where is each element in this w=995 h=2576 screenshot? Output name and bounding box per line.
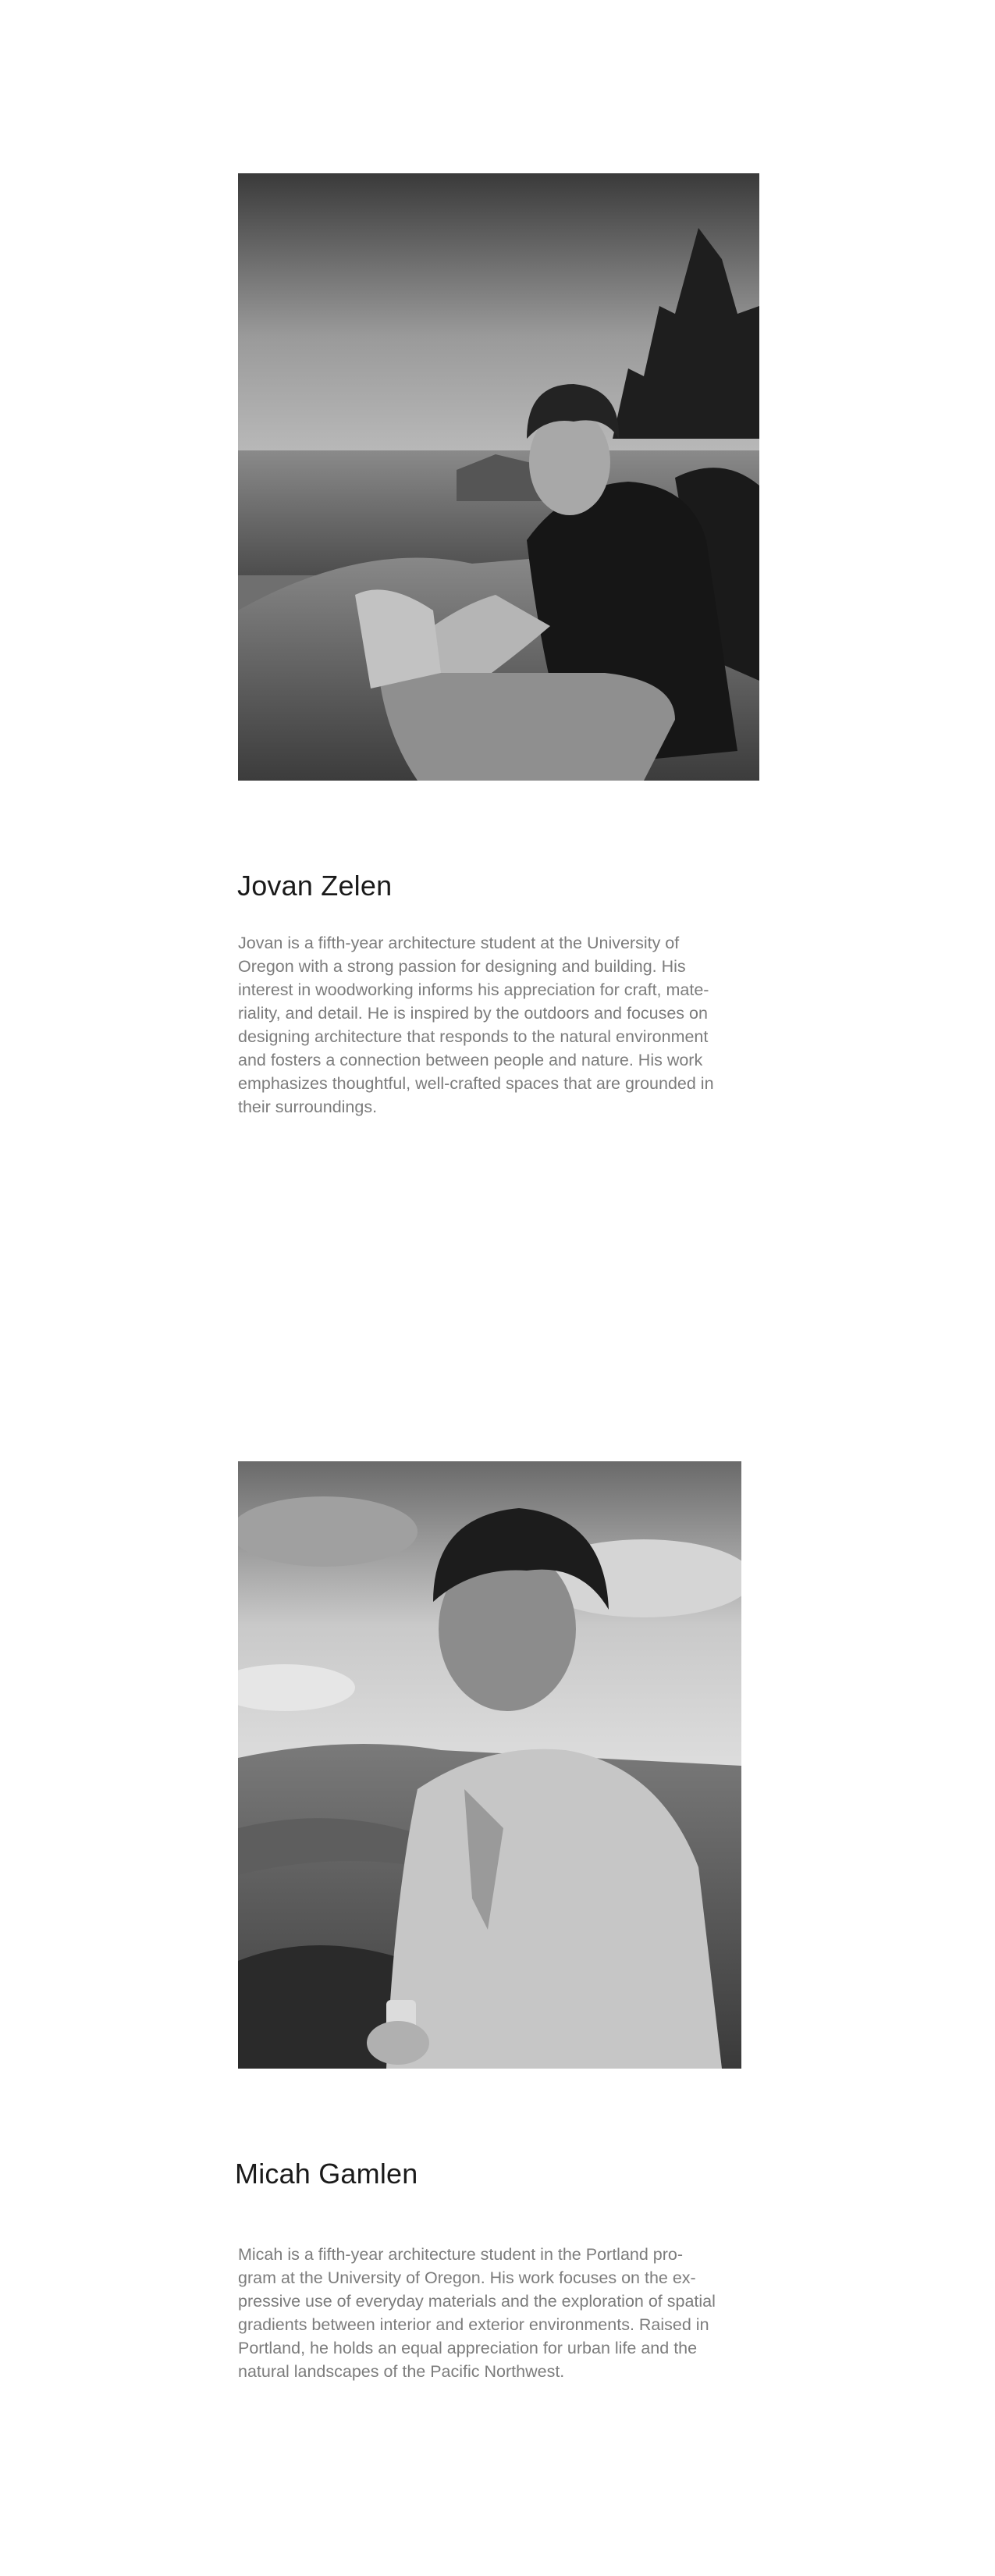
bio-line: their surroundings. — [238, 1098, 378, 1116]
person-bio-micah — [238, 2243, 769, 2383]
bio-line: and fosters a connection between people and nature. His work — [238, 1051, 703, 1069]
bio-line: designing architecture that responds to the natural environment — [238, 1027, 709, 1046]
bio-line: gradients between interior and exterior environments. Raised in — [238, 2315, 709, 2334]
bio-line: Micah is a fifth-year architecture student in the Portland pro- — [238, 2245, 684, 2264]
bio-line: pressive use of everyday materials and the exploration of spatial — [238, 2292, 716, 2311]
bio-line: interest in woodworking informs his appreciation for craft, mate- — [238, 980, 709, 999]
portrait-image-jovan — [238, 173, 759, 781]
portrait-image-micah — [238, 1461, 741, 2069]
bio-line: Jovan is a fifth-year architecture student at the University of — [238, 934, 680, 952]
bio-line: gram at the University of Oregon. His work focuses on the ex- — [238, 2268, 696, 2287]
bio-line: Portland, he holds an equal appreciation for urban life and the — [238, 2339, 698, 2357]
portrait-photo-micah — [238, 1461, 741, 2069]
person-name-micah: Micah Gamlen — [235, 2158, 418, 2190]
portrait-photo-jovan — [238, 173, 759, 781]
bio-line: emphasizes thoughtful, well-crafted spaces that are grounded in — [238, 1074, 714, 1093]
person-bio-jovan — [238, 931, 769, 1119]
bio-line: natural landscapes of the Pacific Northwest. — [238, 2362, 565, 2381]
bio-line: Oregon with a strong passion for designing and building. His — [238, 957, 686, 976]
bio-line: riality, and detail. He is inspired by the outdoors and focuses on — [238, 1004, 708, 1023]
person-name-jovan: Jovan Zelen — [237, 870, 393, 902]
